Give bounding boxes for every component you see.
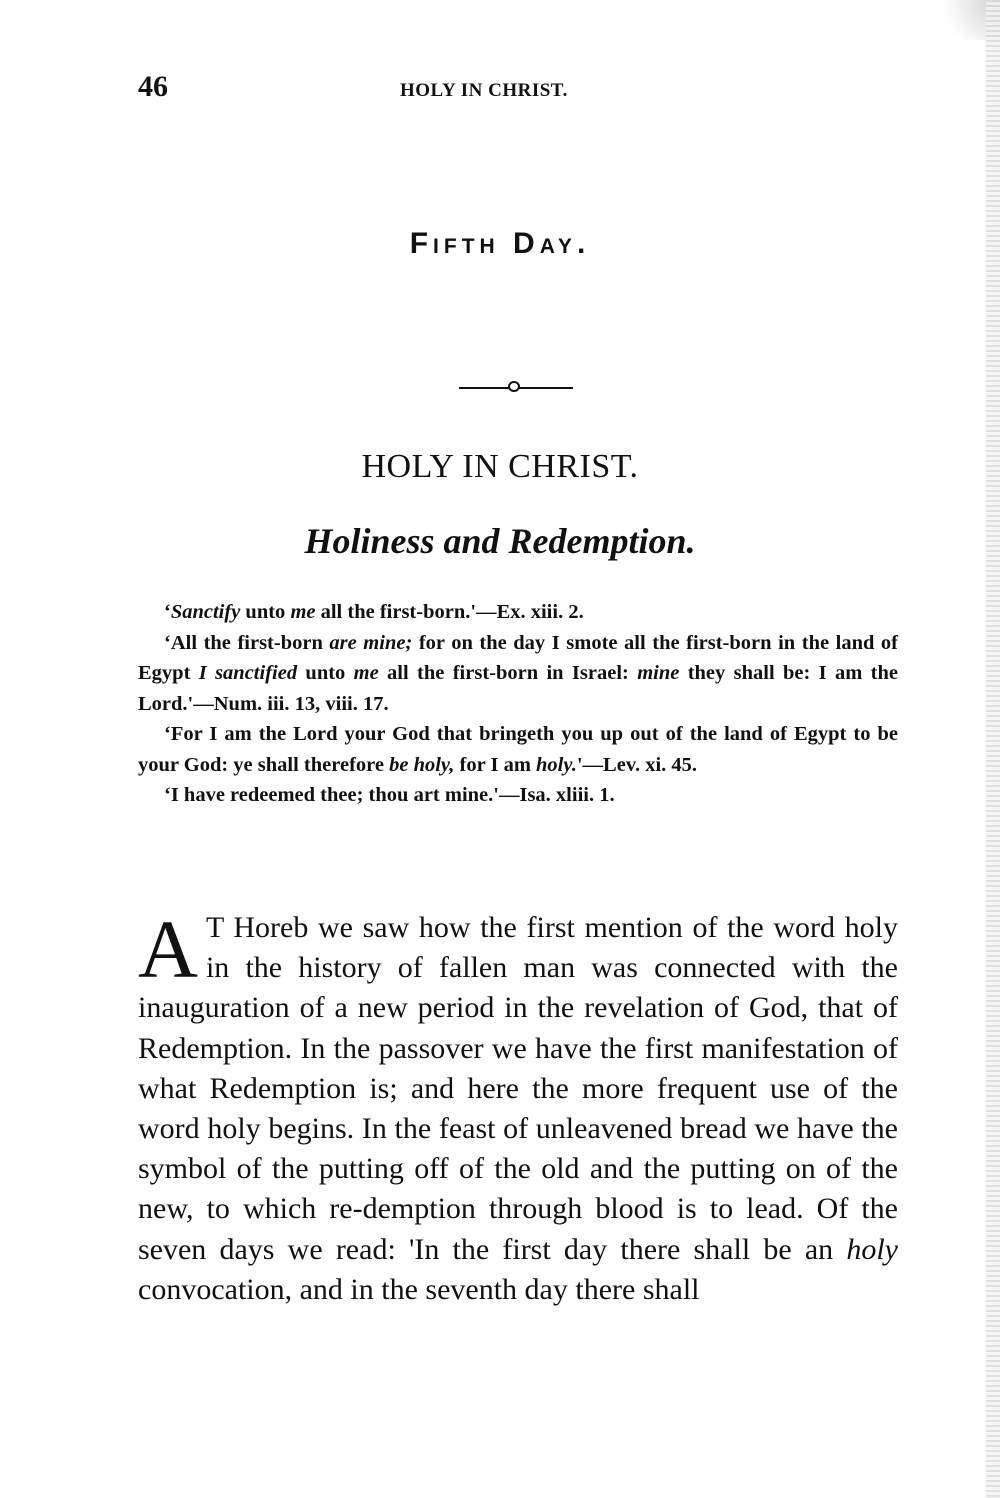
chapter-subtitle: Holiness and Redemption. — [304, 521, 696, 561]
epigraph-4: ‘I have redeemed thee; thou art mine.'—Isa. xliii. 1. — [164, 784, 615, 806]
epigraph-reference: Lev. xi. 45. — [603, 753, 698, 776]
body-paragraph — [138, 903, 898, 1310]
ornament-divider — [459, 387, 573, 389]
ornament-circle-icon — [508, 381, 520, 392]
epigraph-block — [138, 597, 898, 811]
epigraph-text: mine — [637, 662, 680, 684]
epigraph-text: for I am — [454, 753, 537, 776]
drop-cap: A — [138, 903, 198, 995]
epigraph-reference: Isa. xliii. 1. — [519, 784, 615, 806]
epigraph-3: ‘For I am the Lord your God that bringeth you up out of the land of Egypt to be your God: ye shall therefore be holy, for I am holy.'—Lev. xi. 45. — [138, 723, 898, 776]
paragraph — [138, 903, 898, 1310]
epigraph-text: I sanctified — [198, 662, 298, 684]
running-title: HOLY IN CHRIST. — [400, 80, 568, 101]
epigraph-text: I have redeemed thee; thou art mine.'— — [170, 784, 520, 806]
epigraph-text: for on the day I smote all the first-born in the land of Egypt — [138, 631, 898, 684]
epigraph-reference: Ex. xiii. 2. — [496, 601, 584, 623]
epigraph-text: are mine; — [329, 631, 413, 654]
running-head — [138, 70, 898, 110]
epigraph-text: All the first-born — [170, 631, 330, 654]
chapter-title: HOLY IN CHRIST. — [361, 448, 639, 485]
epigraph-text: unto — [240, 601, 291, 623]
epigraph-text: be holy, — [389, 753, 455, 776]
day-heading: Fifth Day. — [409, 227, 591, 260]
paragraph-text: T Horeb we saw how the first mention of the word holy in the history of fallen man was connected with the inauguration of a new period in the revelation of God, that of Redemption. In the passover we have the first manifestation of what Redemption is; and here the more frequent use of the word holy begins. In the feast of unleavened bread we have the symbol of the putting off of the old and the putting on of the new, to which re-demption through blood is to lead. Of the seven days we read: 'In the first day there shall be an — [138, 911, 898, 1266]
epigraph-text: all the first-born in Israel: — [378, 662, 638, 684]
epigraph-text: all the first-born.'— — [315, 601, 497, 623]
epigraph-text: holy. — [536, 753, 577, 776]
page-number: 46 — [138, 70, 168, 103]
epigraph-text: me — [290, 601, 316, 623]
epigraph-reference: Num. iii. 13, viii. 17. — [213, 692, 389, 715]
paragraph-text: convocation, and in the seventh day there shall — [138, 1272, 700, 1306]
epigraph-text: they shall be: I am the Lord.'— — [138, 662, 898, 715]
epigraph-text: '— — [576, 753, 604, 776]
epigraph-2: ‘All the first-born are mine; for on the day I smote all the first-born in the land of Egypt I sanctified unto me all the first-born in Israel: mine they shall be: I am the Lord.'—Num. iii. 13, viii. 17. — [138, 631, 898, 715]
epigraph-text: Sanctify — [170, 601, 241, 623]
page-edge-shading — [986, 0, 1000, 1498]
epigraph-1: ‘Sanctify unto me all the first-born.'—Ex. xiii. 2. — [164, 601, 584, 623]
epigraph-text: me — [353, 662, 379, 684]
epigraph-text: For I am the Lord your God that bringeth you up out of the land of Egypt to be your God: ye shall therefore — [138, 723, 898, 776]
epigraph-text: unto — [297, 662, 354, 684]
paragraph-text-italic: holy — [846, 1232, 898, 1266]
